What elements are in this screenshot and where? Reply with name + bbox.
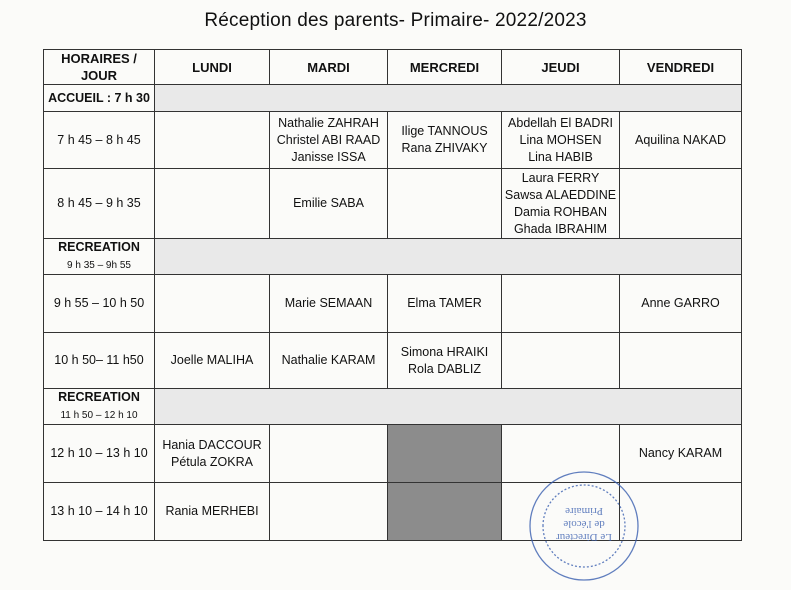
recreation-row — [44, 239, 742, 275]
teacher-name: Janisse ISSA — [291, 149, 366, 164]
slot-time: 7 h 45 – 8 h 45 — [44, 112, 155, 169]
slot-row — [44, 333, 742, 389]
header-day-mercredi: MERCREDI — [388, 50, 502, 85]
cell-mardi — [270, 275, 388, 333]
slot-row — [44, 275, 742, 333]
page-title: Réception des parents- Primaire- 2022/2023 — [204, 10, 587, 31]
teacher-name: Rola DABLIZ — [408, 361, 481, 376]
slot-time: 12 h 10 – 13 h 10 — [44, 425, 155, 483]
teacher-name: Anne GARRO — [641, 296, 720, 310]
header-day-lundi: LUNDI — [155, 50, 270, 85]
teacher-name: Rania MERHEBI — [165, 504, 259, 518]
cell-jeudi — [502, 333, 620, 389]
school-stamp — [528, 470, 640, 582]
teacher-name: Abdellah El BADRI — [508, 115, 613, 130]
teacher-name: Laura FERRY — [521, 170, 600, 185]
recreation-row — [44, 389, 742, 425]
teacher-name: Emilie SABA — [293, 196, 364, 210]
teacher-name: Nathalie KARAM — [281, 353, 376, 367]
teacher-name: Joelle MALIHA — [170, 353, 254, 367]
header-row — [44, 50, 742, 85]
cell-mardi — [270, 333, 388, 389]
cell-lundi — [155, 112, 270, 169]
slot-time: 13 h 10 – 14 h 10 — [44, 483, 155, 541]
stamp-line: Primaire — [565, 505, 603, 517]
cell-vendredi — [620, 112, 742, 169]
cell-mardi — [270, 425, 388, 483]
cell-lundi — [155, 483, 270, 541]
cell-mardi — [270, 112, 388, 169]
cell-jeudi — [502, 169, 620, 239]
cell-lundi — [155, 333, 270, 389]
header-day-mardi: MARDI — [270, 50, 388, 85]
teacher-name: Rana ZHIVAKY — [401, 141, 488, 155]
cell-mardi — [270, 483, 388, 541]
cell-mercredi — [388, 275, 502, 333]
teacher-name: Elma TAMER — [407, 296, 482, 310]
cell-vendredi — [620, 169, 742, 239]
teacher-name: Lina MOHSEN — [519, 132, 602, 147]
teacher-name: Christel ABI RAAD — [276, 132, 381, 147]
accueil-row — [44, 85, 742, 112]
recreation-band — [155, 239, 742, 275]
header-corner: HORAIRES / JOUR — [44, 50, 155, 85]
teacher-name: Hania DACCOUR — [162, 437, 262, 452]
slot-row — [44, 112, 742, 169]
schedule-table — [43, 49, 742, 541]
teacher-name: Lina HABIB — [528, 149, 593, 164]
cell-mercredi — [388, 425, 502, 483]
teacher-name: Simona HRAIKI — [400, 344, 489, 359]
cell-lundi — [155, 169, 270, 239]
teacher-name: Sawsa ALAEDDINE — [504, 187, 617, 202]
cell-vendredi — [620, 333, 742, 389]
slot-time: 9 h 55 – 10 h 50 — [44, 275, 155, 333]
cell-vendredi — [620, 275, 742, 333]
recreation-band — [155, 389, 742, 425]
cell-jeudi — [502, 112, 620, 169]
recreation-label: RECREATION 9 h 35 – 9h 55 — [44, 239, 155, 275]
accueil-label: ACCUEIL : 7 h 30 — [44, 85, 155, 112]
cell-mercredi — [388, 333, 502, 389]
stamp-line: de l'école — [563, 518, 605, 530]
slot-time: 8 h 45 – 9 h 35 — [44, 169, 155, 239]
teacher-name: Nathalie ZAHRAH — [278, 115, 379, 130]
header-day-vendredi: VENDREDI — [620, 50, 742, 85]
accueil-band — [155, 85, 742, 112]
teacher-name: Pétula ZOKRA — [171, 454, 253, 469]
stamp-line: Le Directeur — [556, 531, 612, 543]
cell-lundi — [155, 275, 270, 333]
teacher-name: Ilige TANNOUS — [401, 124, 488, 138]
teacher-name: Nancy KARAM — [638, 446, 723, 460]
cell-mercredi — [388, 112, 502, 169]
teacher-name: Marie SEMAAN — [284, 296, 373, 310]
teacher-name: Aquilina NAKAD — [634, 132, 726, 147]
teacher-name: Ghada IBRAHIM — [513, 221, 608, 236]
header-day-jeudi: JEUDI — [502, 50, 620, 85]
cell-mercredi — [388, 483, 502, 541]
cell-lundi — [155, 425, 270, 483]
slot-row — [44, 169, 742, 239]
cell-mercredi — [388, 169, 502, 239]
recreation-label: RECREATION 11 h 50 – 12 h 10 — [44, 389, 155, 425]
slot-time: 10 h 50– 11 h50 — [44, 333, 155, 389]
cell-jeudi — [502, 275, 620, 333]
cell-mardi — [270, 169, 388, 239]
teacher-name: Damia ROHBAN — [513, 204, 608, 219]
